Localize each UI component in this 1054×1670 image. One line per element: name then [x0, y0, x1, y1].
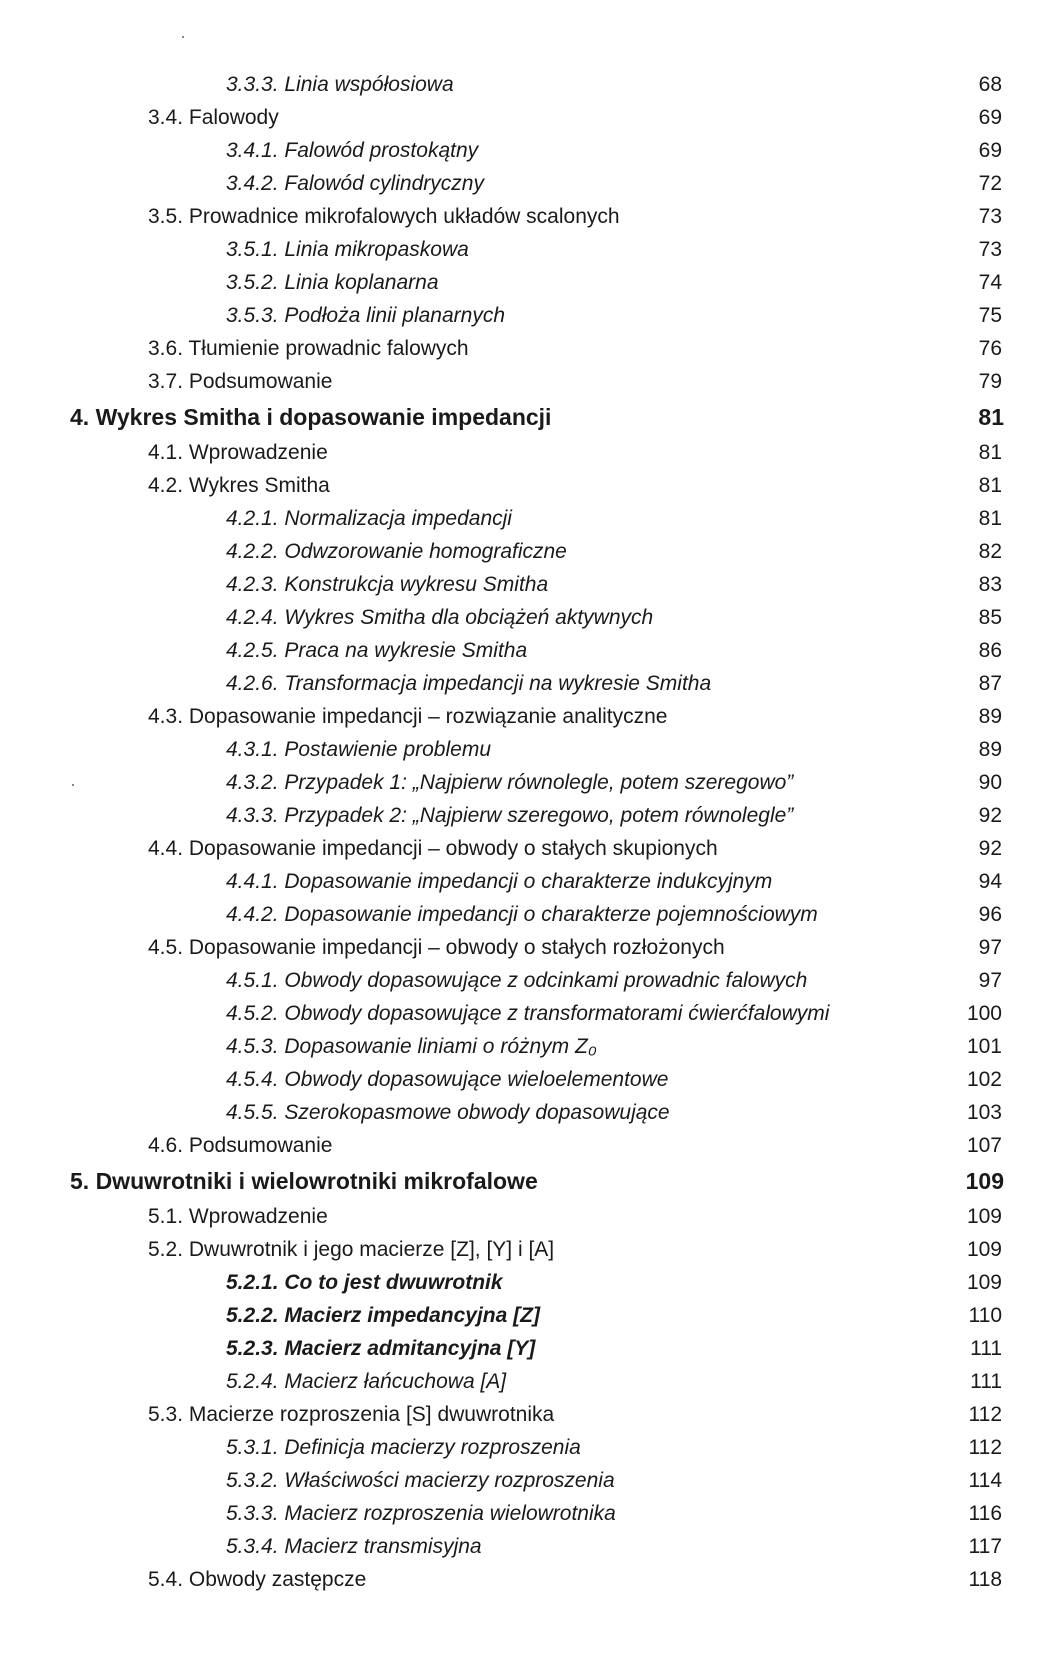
toc-entry: [0, 601, 1054, 634]
toc-entry-title: 3.5.1. Linia mikropaskowa: [226, 238, 469, 261]
toc-entry-title: 4.2.5. Praca na wykresie Smitha: [226, 639, 528, 662]
toc-entry: [0, 1200, 1054, 1233]
toc-entry: [0, 200, 1054, 233]
toc-entry: [0, 68, 1054, 101]
toc-entry-page-number: 79: [978, 370, 1002, 393]
toc-entry: [0, 1365, 1054, 1398]
toc-entry: [0, 700, 1054, 733]
toc-entry-title: 3.4. Falowody: [148, 106, 279, 129]
toc-entry-page-number: 81: [978, 507, 1002, 530]
toc-entry-title: 5.4. Obwody zastępcze: [148, 1568, 367, 1591]
toc-entry-page-number: 101: [966, 1035, 1002, 1058]
toc-entry: [0, 1233, 1054, 1266]
toc-entry-title: 4.5. Dopasowanie impedancji – obwody o stałych rozłożonych: [148, 936, 725, 959]
toc-entry: [0, 799, 1054, 832]
toc-entry: [0, 1299, 1054, 1332]
toc-entry: [0, 1431, 1054, 1464]
toc-entry-page-number: 89: [978, 705, 1002, 728]
toc-entry-page-number: 116: [968, 1502, 1002, 1525]
toc-entry-title: 4.5.2. Obwody dopasowujące z transformatorami ćwierćfalowymi: [226, 1002, 830, 1025]
toc-entry: [0, 898, 1054, 931]
toc-entry-title: 4.3.2. Przypadek 1: „Najpierw równolegle, potem szeregowo”: [226, 771, 794, 794]
toc-entry-page-number: 89: [978, 738, 1002, 761]
toc-entry-title: 4.2.1. Normalizacja impedancji: [226, 507, 512, 530]
toc-entry: [0, 1063, 1054, 1096]
toc-entry-page-number: 82: [978, 540, 1002, 563]
toc-entry-page-number: 118: [968, 1568, 1002, 1591]
toc-entry-title: 5.2.2. Macierz impedancyjna [Z]: [226, 1304, 540, 1327]
toc-entry-page-number: 81: [978, 474, 1002, 497]
toc-entry-title: 5.2.4. Macierz łańcuchowa [A]: [226, 1370, 507, 1393]
toc-entry: [0, 469, 1054, 502]
toc-entry-title: 4.4. Dopasowanie impedancji – obwody o stałych skupionych: [148, 837, 718, 860]
toc-entry-title: 5. Dwuwrotniki i wielowrotniki mikrofalowe: [70, 1168, 538, 1194]
toc-entry-page-number: 109: [966, 1271, 1002, 1294]
toc-entry-title: 5.3.3. Macierz rozproszenia wielowrotnika: [226, 1502, 616, 1525]
toc-entry-page-number: 86: [978, 639, 1002, 662]
toc-entry-title: 5.2. Dwuwrotnik i jego macierze [Z], [Y] i [A]: [148, 1238, 555, 1261]
toc-entry: [0, 667, 1054, 700]
toc-entry-page-number: 73: [978, 205, 1002, 228]
toc-entry-page-number: 74: [978, 271, 1002, 294]
toc-entry: [0, 299, 1054, 332]
toc-entry-page-number: 81: [978, 404, 1004, 430]
toc-entry-title: 4.5.1. Obwody dopasowujące z odcinkami prowadnic falowych: [226, 969, 808, 992]
toc-entry-title: 3.4.1. Falowód prostokątny: [226, 139, 479, 162]
toc-entry-page-number: 97: [978, 969, 1002, 992]
toc-entry-title: 3.6. Tłumienie prowadnic falowych: [148, 337, 469, 360]
toc-entry: [0, 365, 1054, 398]
toc-entry: [0, 733, 1054, 766]
toc-entry-page-number: 111: [970, 1337, 1002, 1360]
toc-entry: [0, 233, 1054, 266]
toc-entry: [0, 931, 1054, 964]
toc-entry: [0, 101, 1054, 134]
toc-entry-title: 4.3.1. Postawienie problemu: [226, 738, 491, 761]
toc-entry-title: 4.5.5. Szerokopasmowe obwody dopasowujące: [226, 1101, 670, 1124]
toc-entry-page-number: 111: [970, 1370, 1002, 1393]
toc-entry-page-number: 76: [978, 337, 1002, 360]
toc-entry-page-number: 100: [966, 1002, 1002, 1025]
toc-entry: [0, 634, 1054, 667]
toc-entry-title: 3.5.3. Podłoża linii planarnych: [226, 304, 506, 327]
toc-entry-title: 5.3.1. Definicja macierzy rozproszenia: [226, 1436, 581, 1459]
toc-entry: [0, 865, 1054, 898]
toc-entry-title: 4.6. Podsumowanie: [148, 1134, 333, 1157]
toc-entry-page-number: 103: [966, 1101, 1002, 1124]
toc-entry: [0, 1497, 1054, 1530]
toc-entry: [0, 535, 1054, 568]
toc-entry-page-number: 109: [966, 1205, 1002, 1228]
toc-entry-title: 4.5.4. Obwody dopasowujące wieloelementowe: [226, 1068, 669, 1091]
toc-entry: [0, 436, 1054, 469]
toc-entry: [0, 1129, 1054, 1162]
toc-entry-title: 5.1. Wprowadzenie: [148, 1205, 328, 1228]
toc-entry-page-number: 72: [978, 172, 1002, 195]
toc-entry-page-number: 69: [978, 139, 1002, 162]
toc-entry-title: 4.3. Dopasowanie impedancji – rozwiązanie analityczne: [148, 705, 668, 728]
toc-entry: [0, 997, 1054, 1030]
toc-entry: [0, 1162, 1054, 1200]
toc-entry-title: 5.2.1. Co to jest dwuwrotnik: [226, 1271, 503, 1294]
toc-entry-title: 4.2.4. Wykres Smitha dla obciążeń aktywnych: [226, 606, 654, 629]
toc-entry-page-number: 94: [978, 870, 1002, 893]
toc-entry-page-number: 97: [978, 936, 1002, 959]
toc-entry-title: 3.5. Prowadnice mikrofalowych układów scalonych: [148, 205, 620, 228]
toc-entry: [0, 332, 1054, 365]
toc-entry-page-number: 81: [978, 441, 1002, 464]
table-of-contents: [0, 68, 1054, 1596]
toc-entry-title: 4.2.3. Konstrukcja wykresu Smitha: [226, 573, 549, 596]
toc-entry-page-number: 92: [978, 804, 1002, 827]
toc-entry: [0, 167, 1054, 200]
toc-entry: [0, 1398, 1054, 1431]
toc-entry-page-number: 96: [978, 903, 1002, 926]
toc-entry-title: 3.3.3. Linia współosiowa: [226, 73, 454, 96]
toc-entry: [0, 568, 1054, 601]
toc-entry: [0, 1464, 1054, 1497]
toc-entry-page-number: 109: [965, 1168, 1004, 1194]
toc-entry: [0, 1530, 1054, 1563]
toc-entry-page-number: 102: [966, 1068, 1002, 1091]
toc-entry-title: 4.4.2. Dopasowanie impedancji o charakterze pojemnościowym: [226, 903, 818, 926]
toc-entry: [0, 266, 1054, 299]
toc-entry-title: 4. Wykres Smitha i dopasowanie impedancji: [70, 404, 552, 430]
toc-entry: [0, 964, 1054, 997]
toc-entry-page-number: 114: [968, 1469, 1002, 1492]
toc-entry: [0, 1030, 1054, 1063]
toc-entry: [0, 398, 1054, 436]
toc-entry-title: 4.5.3. Dopasowanie liniami o różnym Z₀: [226, 1035, 597, 1058]
toc-entry-title: 4.3.3. Przypadek 2: „Najpierw szeregowo, potem równolegle”: [226, 804, 794, 827]
toc-entry: [0, 1096, 1054, 1129]
toc-entry-page-number: 69: [978, 106, 1002, 129]
toc-entry-page-number: 92: [978, 837, 1002, 860]
toc-entry-page-number: 117: [968, 1535, 1002, 1558]
toc-entry: [0, 1266, 1054, 1299]
toc-entry: [0, 502, 1054, 535]
toc-entry-page-number: 107: [966, 1134, 1002, 1157]
toc-entry-title: 5.3.4. Macierz transmisyjna: [226, 1535, 482, 1558]
toc-entry-title: 4.2.6. Transformacja impedancji na wykresie Smitha: [226, 672, 712, 695]
toc-entry-title: 4.4.1. Dopasowanie impedancji o charakterze indukcyjnym: [226, 870, 773, 893]
toc-entry: [0, 832, 1054, 865]
toc-entry-title: 5.3.2. Właściwości macierzy rozproszenia: [226, 1469, 615, 1492]
toc-entry-page-number: 68: [978, 73, 1002, 96]
toc-entry-title: 4.2.2. Odwzorowanie homograficzne: [226, 540, 567, 563]
toc-entry-page-number: 110: [968, 1304, 1002, 1327]
toc-entry-page-number: 90: [978, 771, 1002, 794]
toc-entry: [0, 766, 1054, 799]
toc-entry-title: 5.2.3. Macierz admitancyjna [Y]: [226, 1337, 536, 1360]
toc-entry-page-number: 73: [978, 238, 1002, 261]
toc-entry-page-number: 83: [978, 573, 1002, 596]
toc-entry-title: 4.2. Wykres Smitha: [148, 474, 330, 497]
scan-speck: [182, 36, 184, 38]
toc-entry: [0, 1332, 1054, 1365]
toc-entry-title: 3.7. Podsumowanie: [148, 370, 333, 393]
toc-entry-title: 5.3. Macierze rozproszenia [S] dwuwrotnika: [148, 1403, 555, 1426]
toc-entry-title: 3.4.2. Falowód cylindryczny: [226, 172, 484, 195]
toc-entry-page-number: 85: [978, 606, 1002, 629]
toc-entry: [0, 1563, 1054, 1596]
toc-entry-title: 3.5.2. Linia koplanarna: [226, 271, 439, 294]
toc-entry-page-number: 112: [968, 1403, 1002, 1426]
toc-entry: [0, 134, 1054, 167]
toc-entry-title: 4.1. Wprowadzenie: [148, 441, 328, 464]
toc-entry-page-number: 75: [978, 304, 1002, 327]
toc-entry-page-number: 109: [966, 1238, 1002, 1261]
toc-entry-page-number: 112: [968, 1436, 1002, 1459]
toc-entry-page-number: 87: [978, 672, 1002, 695]
